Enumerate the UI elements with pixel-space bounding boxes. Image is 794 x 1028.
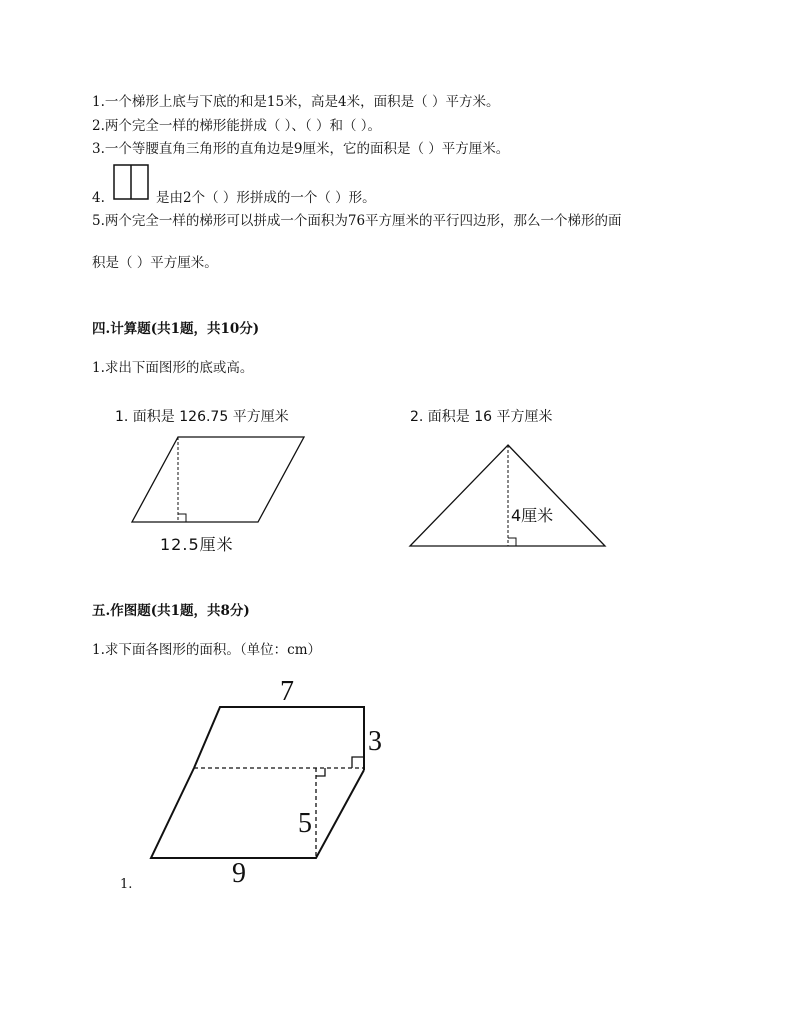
question-2: 2.两个完全一样的梯形能拼成（ ）、（ ）和（ ）。 xyxy=(92,118,382,134)
parallelogram-base-label: 12.5厘米 xyxy=(160,535,234,554)
triangle-height-label: 4厘米 xyxy=(511,506,554,525)
question-4-text: 是由2个（ ）形拼成的一个（ ）形。 xyxy=(156,190,376,206)
section-5-question: 1.求下面各图形的面积。（单位：cm） xyxy=(92,642,321,658)
triangle-caption: 2. 面积是 16 平方厘米 xyxy=(410,409,553,425)
section-4-heading: 四.计算题(共1题，共10分) xyxy=(92,321,260,337)
item-number: 1. xyxy=(120,877,133,892)
bottom-base-label: 9 xyxy=(232,858,246,889)
height-label: 5 xyxy=(298,808,312,839)
question-5-line-2: 积是（ ）平方厘米。 xyxy=(92,255,218,271)
top-base-label: 7 xyxy=(280,676,294,707)
question-3: 3.一个等腰直角三角形的直角边是9厘米，它的面积是（ ）平方厘米。 xyxy=(92,141,510,157)
section-4-question: 1.求出下面图形的底或高。 xyxy=(92,360,254,376)
question-4-number: 4. xyxy=(92,190,105,206)
question-1: 1.一个梯形上底与下底的和是15米，高是4米，面积是（ ）平方米。 xyxy=(92,94,500,110)
parallelogram-caption: 1. 面积是 126.75 平方厘米 xyxy=(115,409,289,425)
right-side-label: 3 xyxy=(368,726,382,757)
question-5-line-1: 5.两个完全一样的梯形可以拼成一个面积为76平方厘米的平行四边形，那么一个梯形的面 xyxy=(92,213,622,229)
section-5-heading: 五.作图题(共1题，共8分) xyxy=(92,603,250,619)
